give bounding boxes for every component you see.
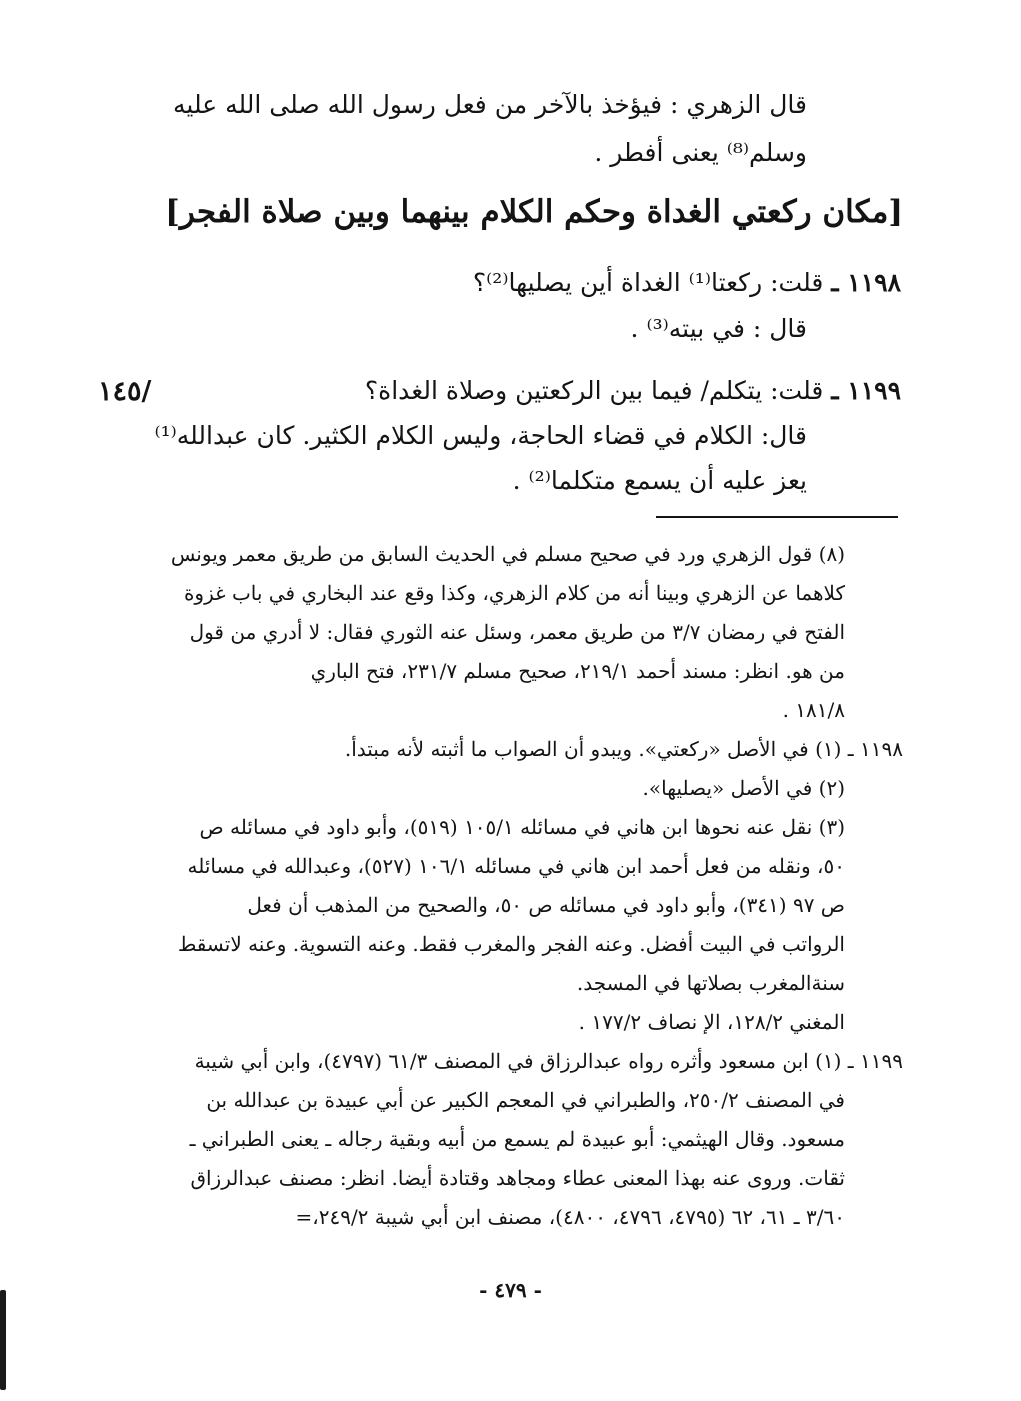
question-text: قلت: يتكلم/ فيما بين الركعتين وصلاة الغداة؟ [364, 376, 824, 405]
footnote-8-line-5: ١٨١/٨ . [782, 698, 845, 722]
question-text: قلت: ركعتا⁽¹⁾ الغداة أين يصليها⁽²⁾؟ [472, 268, 824, 297]
scan-edge-mark [0, 1290, 6, 1390]
footnote-1199-line-1: ١١٩٩ ـ (١) ابن مسعود وأثره رواه عبدالرزاق في المصنف ٦١/٣ (٤٧٩٧)، وابن أبي شيبة [194, 1049, 903, 1073]
question-1198 [473, 270, 901, 295]
footnote-1198-line-6: الرواتب في البيت أفضل. وعنه الفجر والمغرب فقط. وعنه التسوية. وعنه لاتسقط [177, 932, 845, 956]
footnote-1198-line-5: ص ٩٧ (٣٤١)، وأبو داود في مسائله ص ٥٠، والصحيح من المذهب أن فعل [247, 893, 845, 917]
answer-1198: قال : في بيته⁽³⁾ . [630, 314, 807, 343]
footnote-8-line-4: من هو. انظر: مسند أحمد ٢١٩/١، صحيح مسلم ٢٣١/٧، فتح الباري [310, 659, 845, 683]
footnote-separator [656, 516, 898, 518]
footnote-8-line-3: الفتح في رمضان ٣/٧ من طريق معمر، وسئل عنه الثوري فقال: لا أدري من قول [189, 620, 845, 644]
footnote-1198-line-4: ٥٠، ونقله من فعل أحمد ابن هاني في مسائله ١٠٦/١ (٥٢٧)، وعبدالله في مسائله [187, 854, 845, 878]
intro-line-2: وسلم⁽⁸⁾ يعنى أفطر . [594, 138, 807, 167]
answer-1199-line-1: قال: الكلام في قضاء الحاجة، وليس الكلام الكثير. كان عبدالله⁽¹⁾ [154, 421, 807, 450]
footnote-1198-line-2: (٢) في الأصل «يصليها». [642, 776, 845, 800]
footnote-8-line-2: كلاهما عن الزهري وبينا أنه من كلام الزهري، وكذا وقع عند البخاري في باب غزوة [183, 581, 845, 605]
answer-1199-line-2: يعز عليه أن يسمع متكلما⁽²⁾ . [512, 466, 807, 495]
footnote-1199-line-5: ٣/٦٠ ـ ٦١، ٦٢ (٤٧٩٥، ٤٧٩٦، ٤٨٠٠)، مصنف ابن أبي شيبة ٢٤٩/٢،= [295, 1205, 845, 1229]
intro-line-1: قال الزهري : فيؤخذ بالآخر من فعل رسول الله صلى الله عليه [173, 90, 807, 119]
footnote-1199-line-4: ثقات. وروى عنه بهذا المعنى عطاء ومجاهد وقتادة أيضا. انظر: مصنف عبدالرزاق [190, 1166, 845, 1190]
footnote-1199-line-3: مسعود. وقال الهيثمي: أبو عبيدة لم يسمع من أبيه وبقية رجاله ـ يعنى الطبراني ـ [189, 1127, 845, 1151]
footnote-1198-line-1: ١١٩٨ ـ (١) في الأصل «ركعتي». ويبدو أن الصواب ما أثبته لأنه مبتدأ. [344, 737, 903, 761]
question-1199 [365, 378, 901, 403]
margin-page-reference: /١٤٥ [98, 376, 152, 407]
footnote-1198-line-3: (٣) نقل عنه نحوها ابن هاني في مسائله ١٠٥/١ (٥١٩)، وأبو داود في مسائله ص [199, 815, 845, 839]
question-number: ١١٩٩ ـ [831, 376, 901, 405]
footnote-1198-line-8: المغني ١٢٨/٢، الإ نصاف ١٧٧/٢ . [578, 1010, 845, 1034]
footnote-8-line-1: (٨) قول الزهري ورد في صحيح مسلم في الحديث السابق من طريق معمر ويونس [170, 542, 845, 566]
page-number: - ٤٧٩ - [479, 1278, 542, 1302]
section-heading: [مكان ركعتي الغداة وحكم الكلام بينهما وبين صلاة الفجر] [165, 194, 903, 230]
question-number: ١١٩٨ ـ [831, 268, 901, 297]
footnote-1199-line-2: في المصنف ٢٥٠/٢، والطبراني في المعجم الكبير عن أبي عبيدة بن عبدالله بن [206, 1088, 845, 1112]
footnote-1198-line-7: سنةالمغرب بصلاتها في المسجد. [576, 971, 845, 995]
